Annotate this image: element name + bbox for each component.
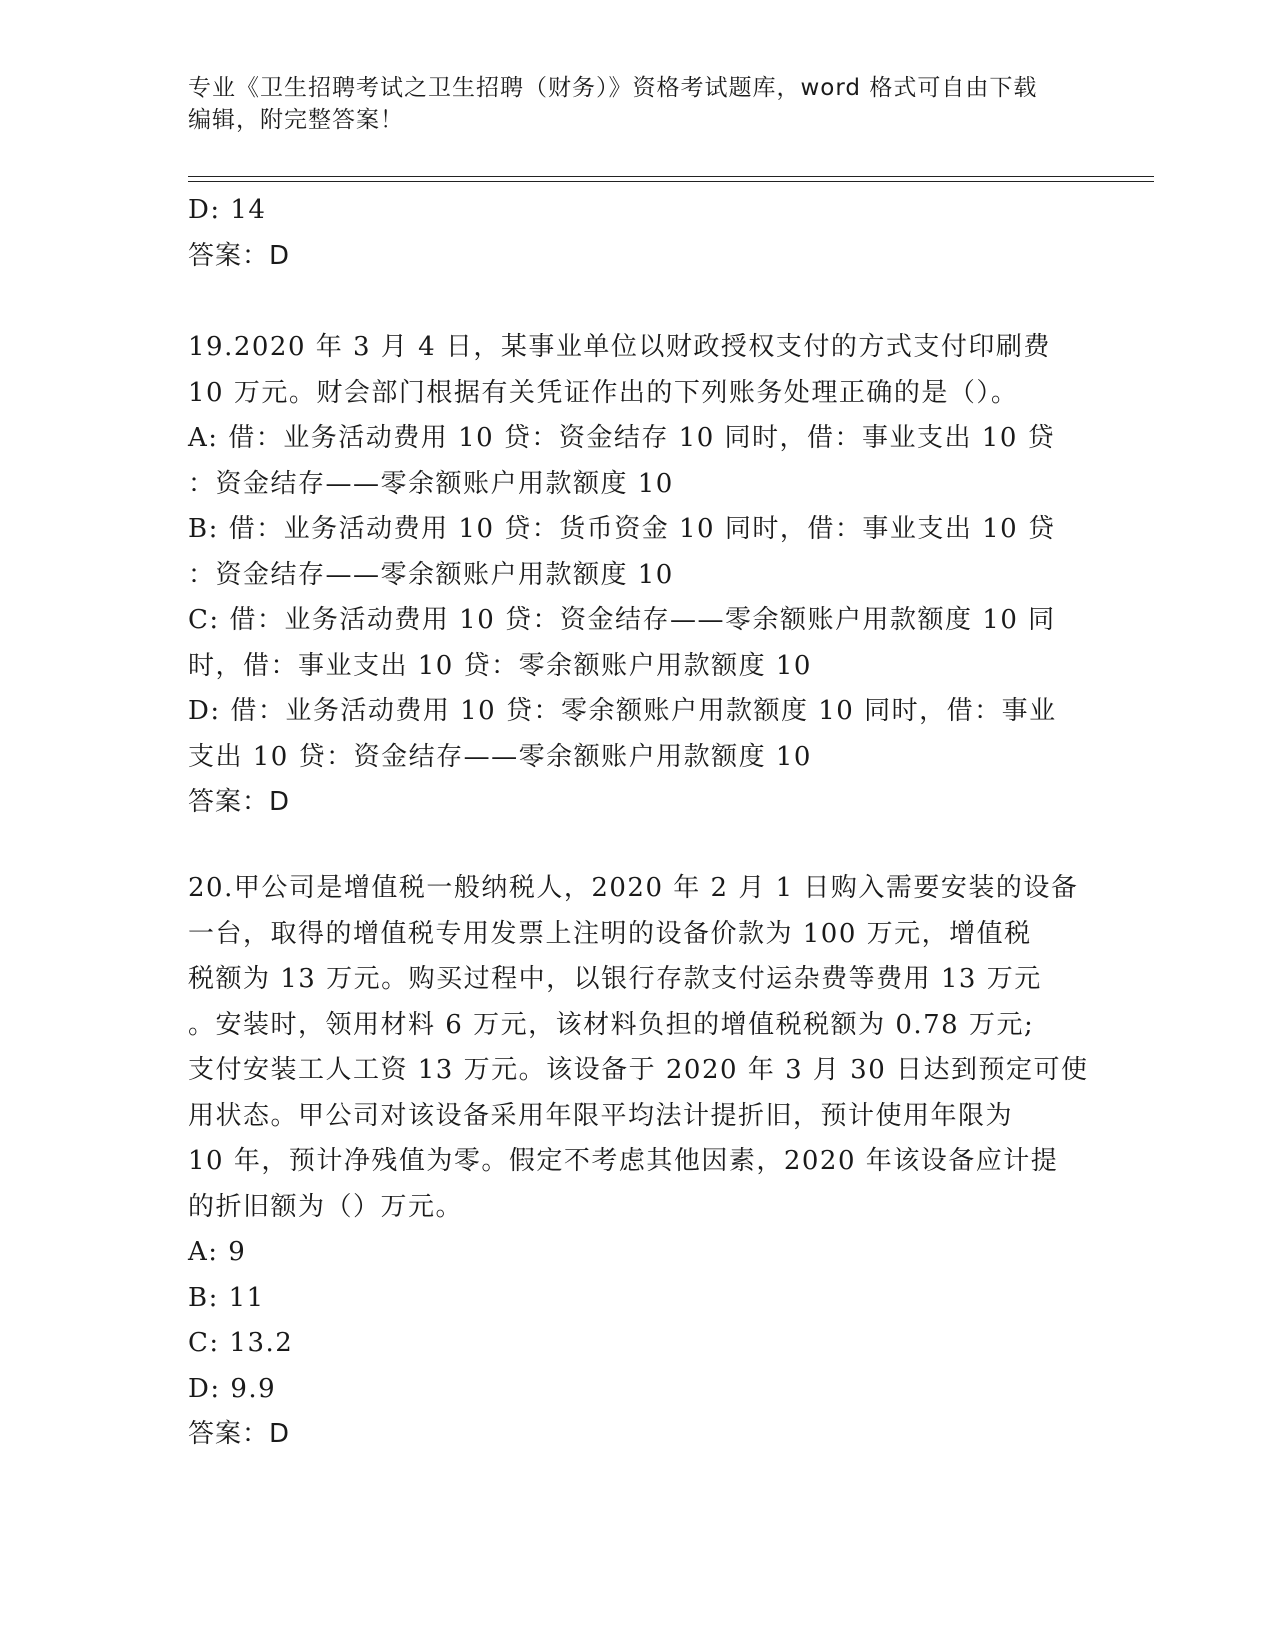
option-c: C: 13.2: [188, 1328, 294, 1358]
option-b: B: 借：业务活动费用 10 贷：货币资金 10 同时，借：事业支出 10 贷: [188, 514, 1056, 544]
option-c-continued: 时，借：事业支出 10 贷：零余额账户用款额度 10: [188, 650, 812, 681]
option-a-continued: ：资金结存——零余额账户用款额度 10: [188, 468, 674, 499]
answer-label: 答案：D: [188, 787, 291, 817]
question-20-line: 。安装时，领用材料 6 万元，该材料负担的增值税税额为 0.78 万元;: [188, 1009, 1035, 1040]
question-20-line: 20.甲公司是增值税一般纳税人，2020 年 2 月 1 日购入需要安装的设备: [188, 873, 1079, 903]
option-b-continued: ：资金结存——零余额账户用款额度 10: [188, 559, 674, 590]
option-b: B: 11: [188, 1282, 265, 1313]
option-d-continued: 支出 10 贷：资金结存——零余额账户用款额度 10: [188, 741, 812, 772]
question-20: [188, 866, 1088, 1458]
question-20-line: 支付安装工人工资 13 万元。该设备于 2020 年 3 月 30 日达到预定可使: [188, 1055, 1089, 1085]
answer-label: 答案：D: [188, 1419, 291, 1449]
question-19: [188, 325, 1088, 826]
option-a: A: 9: [188, 1237, 247, 1267]
document-header: [188, 72, 1088, 136]
header-divider-bottom: [188, 181, 1154, 182]
question-19-line: 19.2020 年 3 月 4 日，某事业单位以财政授权支付的方式支付印刷费: [188, 332, 1051, 362]
question-19-line: 10 万元。财会部门根据有关凭证作出的下列账务处理正确的是（）。: [188, 377, 1019, 408]
question-20-line: 用状态。甲公司对该设备采用年限平均法计提折旧，预计使用年限为: [188, 1100, 1014, 1131]
question-20-line: 一台，取得的增值税专用发票上注明的设备价款为 100 万元，增值税: [188, 918, 1032, 949]
question-20-line: 10 年，预计净残值为零。假定不考虑其他因素，2020 年该设备应计提: [188, 1146, 1059, 1176]
header-line-2: 编辑，附完整答案！: [188, 107, 404, 133]
option-d: D: 14: [188, 195, 267, 225]
option-d: D: 9.9: [188, 1373, 277, 1404]
option-c: C: 借：业务活动费用 10 贷：资金结存——零余额账户用款额度 10 同: [188, 605, 1056, 635]
header-line-1: 专业《卫生招聘考试之卫生招聘（财务）》资格考试题库，word 格式可自由下载: [188, 75, 1038, 101]
previous-question-tail: [188, 188, 1088, 279]
question-20-line: 税额为 13 万元。购买过程中，以银行存款支付运杂费等费用 13 万元: [188, 964, 1042, 994]
answer-label: 答案：D: [188, 240, 291, 271]
header-divider-top: [188, 176, 1154, 177]
option-a: A: 借：业务活动费用 10 贷：资金结存 10 同时，借：事业支出 10 贷: [188, 423, 1056, 453]
question-20-line: 的折旧额为（）万元。: [188, 1191, 464, 1222]
option-d: D: 借：业务活动费用 10 贷：零余额账户用款额度 10 同时，借：事业: [188, 696, 1057, 726]
